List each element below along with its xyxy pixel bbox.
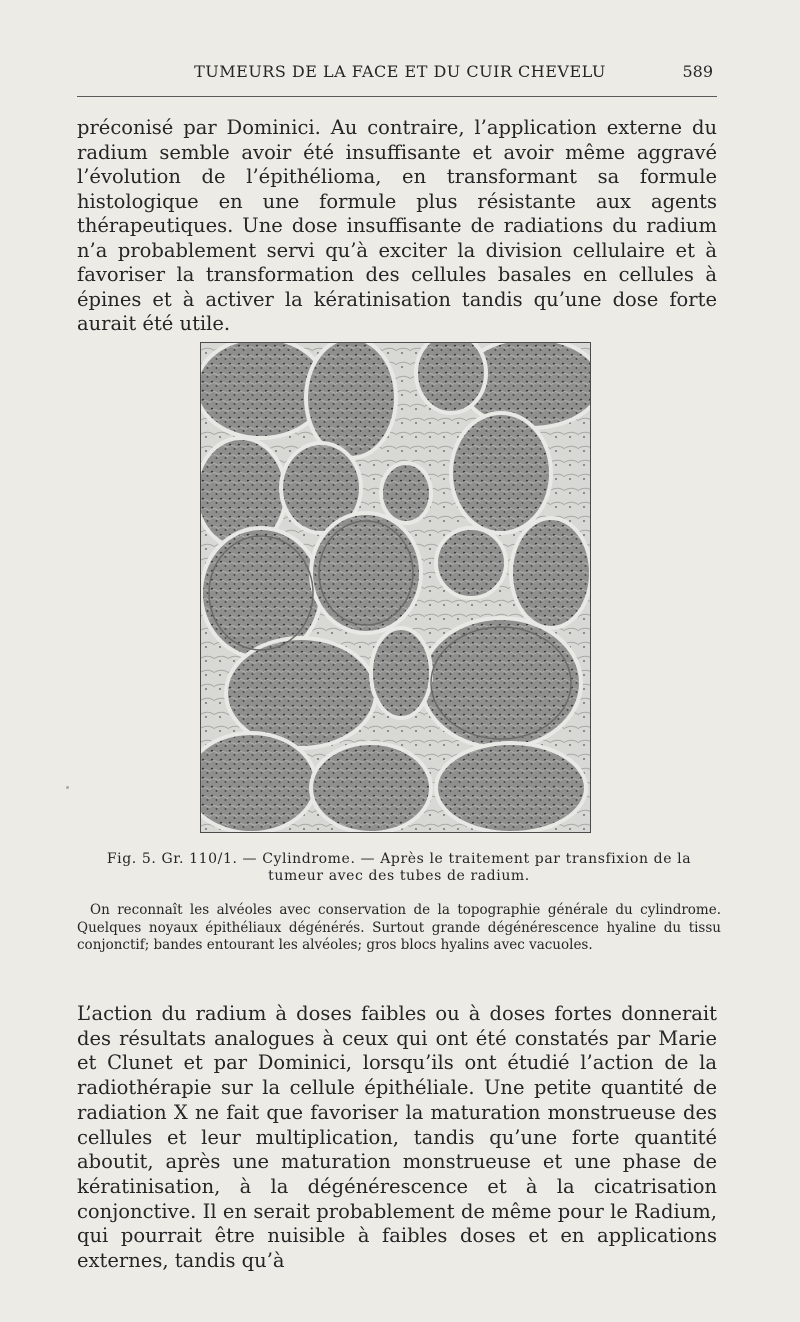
figure-caption-body: On reconnaît les alvéoles avec conservation de la topographie générale du cylindrome. Quelques noyaux épithéliaux dégénérés. Surtout grande dégénérescence hyaline du tissu conjonctif; bandes entourant les alvéoles; gros blocs hyalins avec vacuoles. <box>77 902 721 953</box>
body-paragraph-1: préconisé par Dominici. Au contraire, l’application externe du radium semble avoir été insuffisante et avoir même aggravé l’évolution de l’épithélioma, en transformant sa formule histologique en une formule plus résistante aux agents thérapeutiques. Une dose insuffisante de radiations du radium n’a probablement servi qu’à exciter la division cellulaire et à favoriser la transformation des cellules basales en cellules à épines et à activer la kératinisation tandis qu’une dose forte aurait été utile. <box>77 116 717 335</box>
micrograph-figure <box>200 342 591 833</box>
page-number: 589 <box>682 62 713 81</box>
header-rule <box>77 96 717 97</box>
micrograph-image <box>201 343 590 832</box>
figure-caption-title: Fig. 5. Gr. 110/1. — Cylindrome. — Après le traitement par transfixion de la tumeur avec des tubes de radium. <box>106 851 692 884</box>
body-paragraph-2: L’action du radium à doses faibles ou à doses fortes donnerait des résultats analogues à ceux qui ont été constatés par Marie et Clunet et par Dominici, lorsqu’ils ont étudié l’action de la radiothérapie sur la cellule épithéliale. Une petite quantité de radiation X ne fait que favoriser la maturation monstrueuse des cellules et leur multiplication, tandis qu’une forte quantité aboutit, après une maturation monstrueuse et une phase de kératinisation, à la dégénérescence et à la cicatrisation conjonctive. Il en serait probablement de même pour le Radium, qui pourrait être nuisible à faibles doses et en applications externes, tandis qu’à <box>77 1002 717 1273</box>
running-header <box>75 60 725 86</box>
running-title: TUMEURS DE LA FACE ET DU CUIR CHEVELU <box>194 62 606 81</box>
paper-speck <box>66 786 69 789</box>
